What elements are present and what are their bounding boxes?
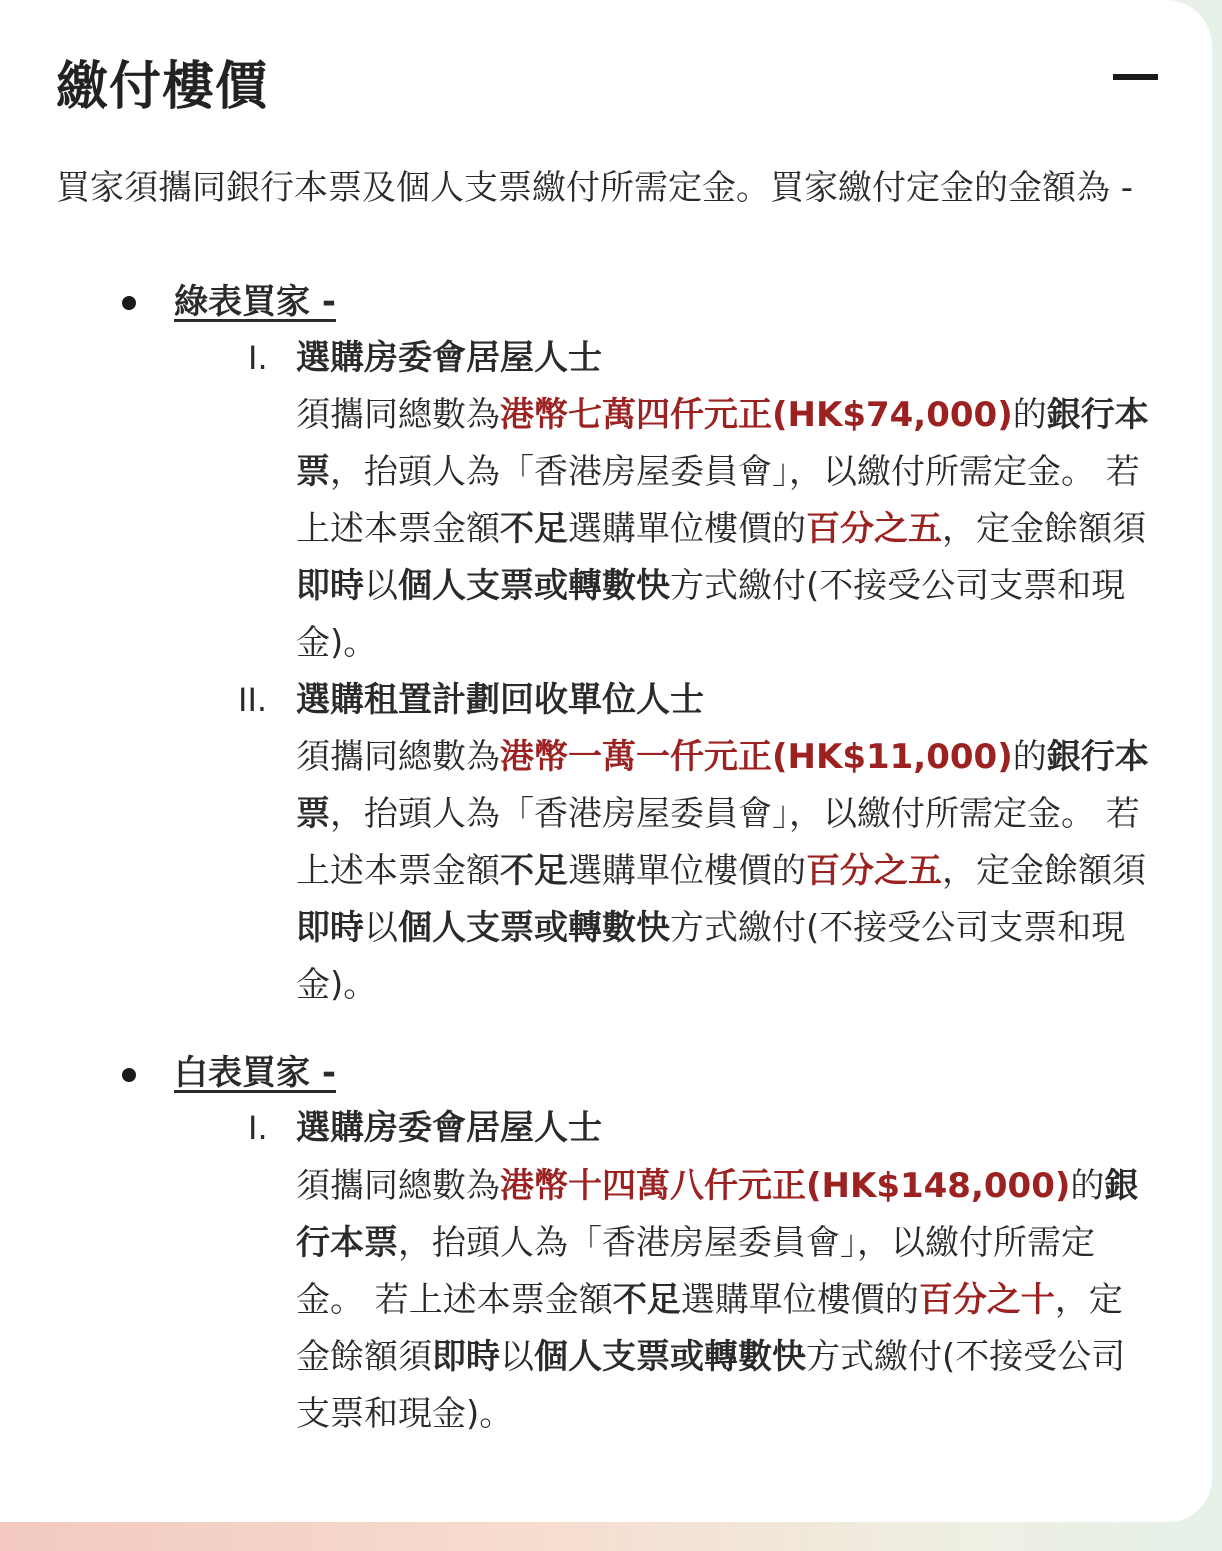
percent-text: 百分之五 [806, 851, 942, 891]
bullet-icon [122, 296, 136, 310]
insufficient-text: 不足 [612, 1280, 681, 1320]
payment-methods-text: 個人支票或轉數快 [398, 566, 670, 606]
bullet-icon [122, 1068, 136, 1082]
desc-text: 選購單位樓價的 [568, 851, 806, 891]
item-numeral: I. [248, 339, 268, 377]
desc-text: 以 [364, 908, 398, 948]
desc-text: 方式繳付(不接受公司支票和現金)。 [296, 908, 1126, 1005]
cashier-order-text: 銀行本票 [296, 395, 1149, 492]
desc-text: 的 [1012, 737, 1047, 777]
desc-text: 須攜同總數為 [296, 395, 500, 435]
desc-text: ，定金餘額須 [942, 509, 1146, 549]
collapse-icon[interactable] [1113, 74, 1158, 80]
desc-text: 選購單位樓價的 [680, 1280, 919, 1320]
percent-text: 百分之五 [806, 509, 942, 549]
immediately-text: 即時 [296, 566, 364, 606]
desc-text: 方式繳付(不接受公司支票和現金)。 [296, 566, 1126, 663]
item-numeral: I. [248, 1109, 268, 1147]
deposit-amount: 港幣七萬四仟元正(HK$74,000) [500, 395, 1013, 435]
desc-text: ，抬頭人為「香港房屋委員會」，以繳付所需定金。 若上述本票金額 [296, 794, 1140, 891]
insufficient-text: 不足 [500, 851, 568, 891]
insufficient-text: 不足 [500, 509, 568, 549]
desc-text: 須攜同總數為 [296, 737, 500, 777]
item-title: 選購房委會居屋人士 [296, 338, 602, 378]
desc-text: 方式繳付(不接受公司支票和現金)。 [296, 1337, 1126, 1434]
item-description [296, 1158, 1156, 1443]
item-description [296, 387, 1156, 672]
group-heading-white-form: 白表買家 - [174, 1053, 336, 1093]
deposit-amount: 港幣一萬一仟元正(HK$11,000) [500, 737, 1013, 777]
desc-text: 的 [1070, 1166, 1105, 1206]
desc-text: ，抬頭人為「香港房屋委員會」，以繳付所需定金。 若上述本票金額 [296, 1223, 1095, 1320]
desc-text: 的 [1012, 395, 1047, 435]
item-description [296, 729, 1156, 1014]
desc-text: 以 [500, 1337, 534, 1377]
item-title: 選購租置計劃回收單位人士 [296, 680, 704, 720]
desc-text: ，定金餘額須 [296, 1280, 1123, 1377]
desc-text: 須攜同總數為 [296, 1166, 500, 1206]
percent-text: 百分之十 [918, 1280, 1055, 1320]
section-title[interactable]: 繳付樓價 [56, 57, 269, 117]
item-title: 選購房委會居屋人士 [296, 1108, 602, 1148]
group-heading-green-form: 綠表買家 - [174, 282, 336, 322]
immediately-text: 即時 [432, 1337, 500, 1377]
cashier-order-text: 銀行本票 [296, 1166, 1139, 1263]
payment-methods-text: 個人支票或轉數快 [398, 908, 670, 948]
intro-text: 買家須攜同銀行本票及個人支票繳付所需定金。買家繳付定金的金額為 - [56, 168, 1134, 208]
desc-text: ，抬頭人為「香港房屋委員會」，以繳付所需定金。 若上述本票金額 [296, 452, 1140, 549]
payment-methods-text: 個人支票或轉數快 [534, 1337, 806, 1377]
cashier-order-text: 銀行本票 [296, 737, 1149, 834]
desc-text: 選購單位樓價的 [568, 509, 806, 549]
item-numeral: II. [238, 681, 268, 719]
desc-text: 以 [364, 566, 398, 606]
desc-text: ，定金餘額須 [942, 851, 1146, 891]
deposit-amount: 港幣十四萬八仟元正(HK$148,000) [500, 1166, 1071, 1206]
immediately-text: 即時 [296, 908, 364, 948]
